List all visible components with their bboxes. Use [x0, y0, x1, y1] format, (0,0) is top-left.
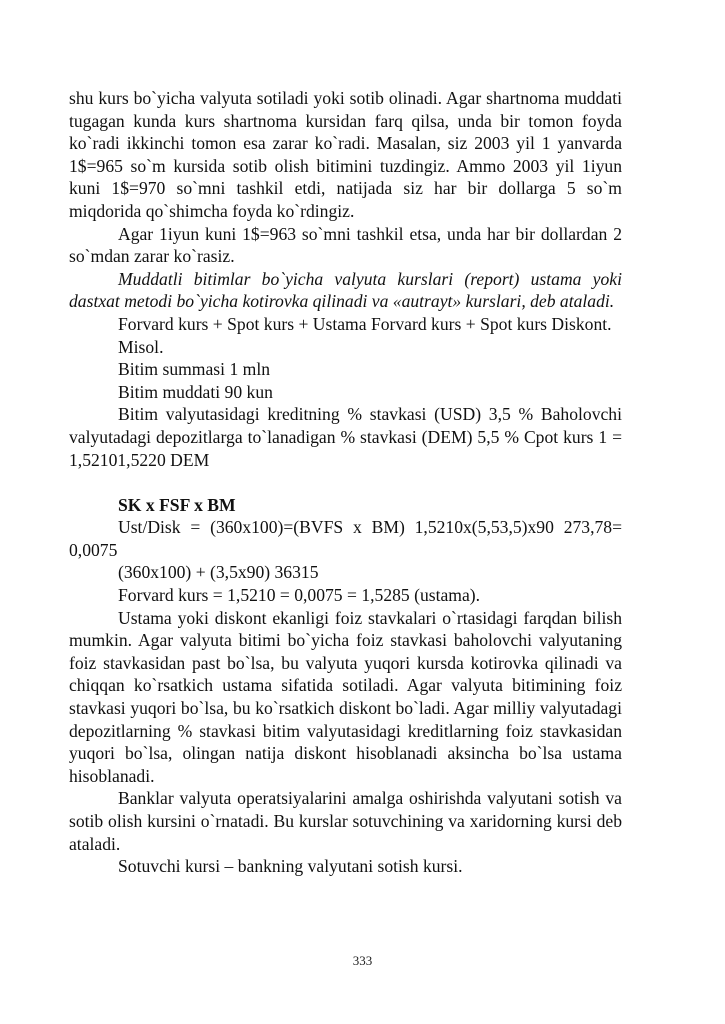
paragraph-misol: Misol.: [118, 336, 164, 357]
page-body: [69, 87, 622, 878]
formula-ust-disk: Ust/Disk = (360x100)=(BVFS x BM) 1,5210x(5,53,5)x90 273,78= 0,0075: [69, 517, 622, 560]
paragraph-premium-discount: Ustama yoki diskont ekanligi foiz stavkalari o`rtasidagi farqdan bilish mumkin. Agar valyuta bitimi bo`yicha foiz stavkasi baholovchi valyutaning foiz stavkasidan past bo`lsa, bu valyuta yuqori kursda kotirovka qilinadi va chiqqan ko`rsatkich ustama sifatida sotiladi. Agar valyuta bitimining foiz stavkasi yuqori bo`lsa, bu ko`rsatkich diskont bo`ladi. Agar milliy valyutadagi depozitlarning % stavkasi bitim valyutasidagi kreditlarning foiz stavkasidan yuqori bo`lsa, olingan natija diskont hisoblanadi aksincha bo`lsa ustama hisoblanadi.: [69, 607, 622, 786]
page-number: 333: [352, 953, 373, 968]
formula-forward-result: Forvard kurs = 1,5210 = 0,0075 = 1,5285 (ustama).: [118, 585, 481, 606]
paragraph-loss-example: Agar 1iyun kuni 1$=963 so`mni tashkil etsa, unda har bir dollardan 2 so`mdan zarar ko`rasiz.: [69, 223, 622, 267]
paragraph-deal-sum: Bitim summasi 1 mln: [118, 359, 271, 380]
paragraph-rates: Bitim valyutasidagi kreditning % stavkasi (USD) 3,5 % Baholovchi valyutadagi depozitlarga to`lanadigan % stavkasi (DEM) 5,5 % Cpot kurs 1 = 1,52101,5220 DEM: [69, 404, 622, 470]
formula-denominator: (360x100) + (3,5x90) 36315: [118, 562, 319, 583]
paragraph-deal-term: Bitim muddati 90 kun: [118, 381, 273, 402]
paragraph-forward-formula: Forvard kurs + Spot kurs + Ustama Forvard kurs + Spot kurs Diskont.: [118, 313, 612, 334]
formula-heading: SK x FSF x BM: [118, 494, 236, 515]
paragraph-bank-rates: Banklar valyuta operatsiyalarini amalga oshirishda valyutani sotish va sotib olish kursini o`rnatadi. Bu kurslar sotuvchining va xaridorning kursi deb ataladi.: [69, 788, 622, 854]
paragraph-italic-definition: Muddatli bitimlar bo`yicha valyuta kurslari (report) ustama yoki dastxat metodi bo`yicha kotirovka qilinadi va «autrayt» kurslari, deb ataladi.: [69, 268, 622, 312]
blank-line: [69, 471, 622, 494]
paragraph-forward-example: shu kurs bo`yicha valyuta sotiladi yoki sotib olinadi. Agar shartnoma muddati tugagan kunda kurs shartnoma kursidan farq qilsa, unda bir tomon foyda ko`radi ikkinchi tomon esa zarar ko`radi. Masalan, siz 2003 yil 1 yanvarda 1$=965 so`m kursida sotib olish bitimini tuzdingiz. Ammo 2003 yil 1iyun kuni 1$=970 so`mni tashkil etdi, natijada siz har bir dollarga 5 so`m miqdorida qo`shimcha foyda ko`rdingiz.: [69, 88, 622, 221]
paragraph-seller-rate: Sotuvchi kursi – bankning valyutani sotish kursi.: [118, 856, 463, 877]
